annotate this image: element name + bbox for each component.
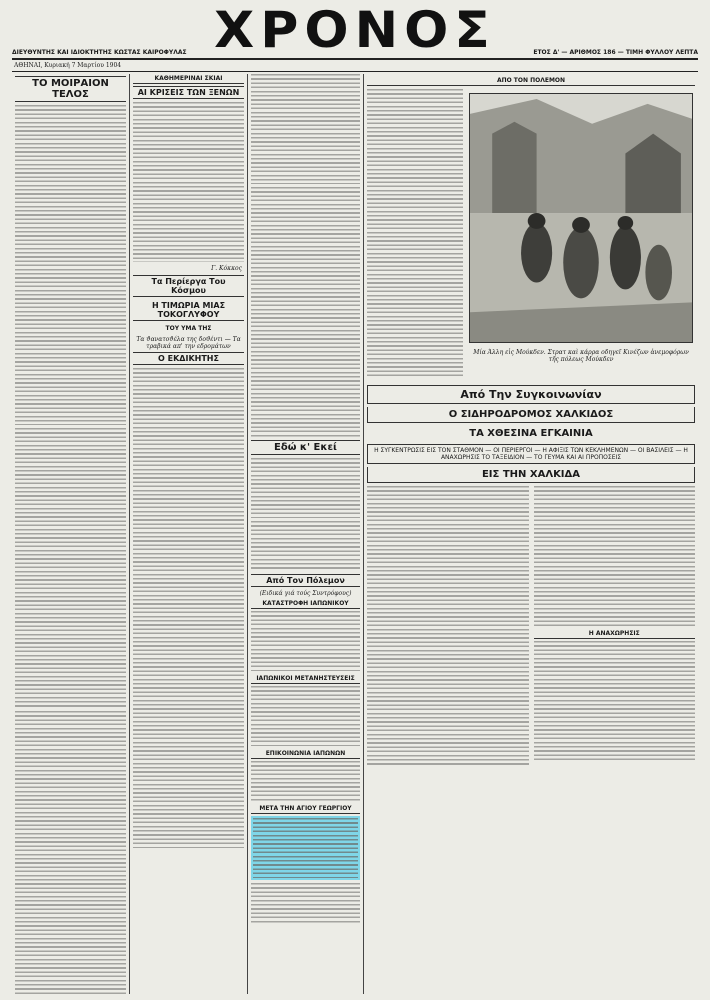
illustration-wrapper — [467, 89, 695, 382]
headline-edo-k-ekei: Εδώ κ' Εκεί — [251, 440, 360, 455]
illustration-caption: Μία Άλλη εἰς Μούκδεν. Στρατ καὶ κάρρα οδηγεῖ Κινέζων ἀνεμοφόρων τῆς πόλεως Μούκδεν — [473, 349, 689, 363]
headline-periergta-kosmou: Τα Περίεργα Του Κόσμου — [133, 275, 244, 297]
section-label: ΙΑΠΩΝΙΚΟΙ ΜΕΤΑΝΗΣΤΕΥΣΕΙΣ — [251, 674, 360, 684]
column-1 — [12, 74, 130, 994]
subcolumn-a — [367, 486, 529, 769]
newspaper-title: ΧΡΟΝΟΣ — [214, 2, 496, 60]
article-text — [251, 883, 360, 923]
subcolumn-b — [534, 486, 696, 769]
article-text — [534, 641, 696, 761]
banner-sygkoinonia: Από Την Συγκοινωνίαν — [367, 385, 695, 404]
masthead-editor: ΔΙΕΥΘΥΝΤΗΣ ΚΑΙ ΙΔΙΟΚΤΗΤΗΣ ΚΩΣΤΑΣ ΚΑΙΡΟΦΥΛΑΣ — [12, 49, 187, 56]
left-subcolumn — [367, 89, 463, 382]
article-text — [15, 105, 126, 425]
banner-chalkida: ΕΙΣ ΤΗΝ ΧΑΛΚΙΔΑ — [367, 467, 695, 483]
figure-title: ΑΠΟ ΤΟΝ ΠΟΛΕΜΟΝ — [367, 76, 695, 86]
section-label: ΕΠΙΚΟΙΝΩΝΙΑ ΙΑΠΩΝΩΝ — [251, 749, 360, 759]
article-text — [251, 521, 360, 571]
article-text — [534, 486, 696, 626]
dateline: ΑΘΗΝΑΙ, Κυριακή 7 Μαρτίου 1904 — [12, 62, 698, 72]
banner-egkainia: ΤΑ ΧΘΕΣΙΝΑ ΕΓΚΑΙΝΙΑ — [469, 428, 593, 439]
article-text — [133, 368, 244, 848]
section-label: ΚΑΤΑΣΤΡΟΦΗ ΙΑΠΩΝΙΚΟΥ — [251, 599, 360, 609]
article-text — [367, 486, 529, 766]
article-text — [251, 74, 360, 184]
column-2 — [130, 74, 248, 994]
engraving-icon — [470, 94, 692, 342]
headline-apo-ton-polemon: Από Τον Πόλεμον — [251, 574, 360, 587]
war-illustration — [469, 93, 693, 343]
section-label: Η ΑΝΑΧΩΡΗΣΙΣ — [534, 629, 696, 639]
signature: Γ. Κόκκος — [211, 265, 242, 272]
article-text — [251, 611, 360, 671]
headline-timoria: Η ΤΙΜΩΡΙΑ ΜΙΑΣ ΤΟΚΟΓΛΥΦΟΥ — [133, 300, 244, 321]
section-label: ΚΑΘΗΜΕΡΙΝΑΙ ΣΚΙΑΙ — [133, 74, 244, 84]
headline-thymata: ΤΟΥ ΥΜΑ ΤΗΣ — [165, 325, 212, 332]
article-text — [251, 686, 360, 746]
column-3 — [248, 74, 364, 994]
article-text — [367, 89, 463, 379]
article-text — [15, 711, 126, 994]
banner-summary: Η ΣΥΓΚΕΝΤΡΩΣΙΣ ΕΙΣ ΤΟΝ ΣΤΑΘΜΟΝ — ΟΙ ΠΕΡΙΕΡΓΟΙ — Η ΑΦΙΞΙΣ ΤΩΝ ΚΕΚΛΗΜΕΝΩΝ — ΟΙ ΒΑΣΙΛΕΙΣ — Η ΑΝΑΧΩΡΗΣΙΣ ΤΟ ΤΑΞΕΙΔΙΟΝ — ΤΟ ΓΕΥΜΑ ΚΑΙ ΑΙ ΠΡΟΠΟΣΕΙΣ — [367, 444, 695, 464]
article-text — [133, 102, 244, 262]
highlighted-passage — [251, 816, 360, 880]
article-text — [253, 818, 358, 878]
subheadline: (Ειδικά γιά τούς Συντρόφους) — [259, 590, 352, 597]
masthead — [12, 2, 698, 60]
headline-kriseis-xenon: ΑΙ ΚΡΙΣΕΙΣ ΤΩΝ ΞΕΝΩΝ — [133, 86, 244, 99]
column-4 — [364, 74, 698, 994]
banner-sidirodromos: Ο ΣΙΔΗΡΟΔΡΟΜΟΣ ΧΑΛΚΙΔΟΣ — [367, 407, 695, 423]
article-text — [251, 761, 360, 801]
article-text — [251, 187, 360, 437]
section-label: ΜΕΤΑ ΤΗΝ ΑΓΙΟΥ ΓΕΩΡΓΙΟΥ — [251, 804, 360, 814]
article-text — [15, 428, 126, 708]
subheadline: Τα ϑανατοϑέλα της δοϑέντι — Τα τραβικά απ' την εδρομάτων — [136, 336, 241, 350]
masthead-issue: ΕΤΟΣ Δ' — ΑΡΙΘΜΟΣ 186 — ΤΙΜΗ ΦΥΛΛΟΥ ΛΕΠΤΑ — [533, 49, 698, 56]
headline-ekdikitis: Ο ΕΚΔΙΚΗΤΗΣ — [133, 352, 244, 365]
headline-moiraion-telos: ΤΟ ΜΟΙΡΑΙΟΝ ΤΕΛΟΣ — [15, 76, 126, 102]
article-text — [251, 458, 360, 518]
